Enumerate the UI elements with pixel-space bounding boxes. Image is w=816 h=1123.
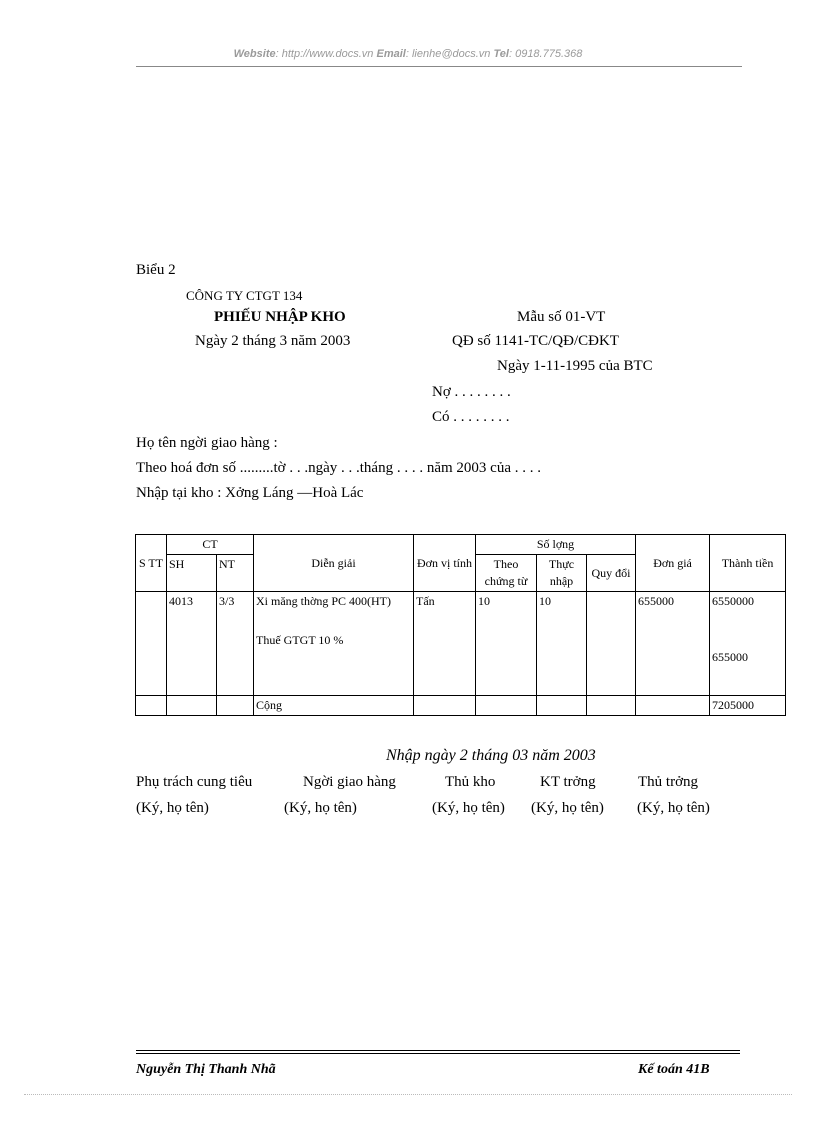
debit-line: Nợ . . . . . . . . bbox=[432, 384, 511, 400]
decision-number: QĐ số 1141-TC/QĐ/CĐKT bbox=[452, 333, 619, 349]
role-storekeeper: Thủ kho bbox=[445, 774, 496, 790]
cell-converted bbox=[587, 592, 636, 696]
cell-unit: Tấn bbox=[414, 592, 476, 696]
header-sh: SH bbox=[167, 555, 217, 592]
header-unit: Đơn vị tính bbox=[414, 535, 476, 592]
header-price: Đơn giá bbox=[636, 535, 710, 592]
cell-nt: 3/3 bbox=[217, 592, 254, 696]
sign-note-4: (Ký, họ tên) bbox=[531, 800, 604, 816]
email-label: Email bbox=[376, 48, 406, 60]
total-label: Cộng bbox=[254, 696, 414, 716]
header-stt: S TT bbox=[136, 535, 167, 592]
author-name: Nguyễn Thị Thanh Nhã bbox=[136, 1062, 276, 1077]
form-label: Biểu 2 bbox=[136, 262, 176, 278]
header-divider bbox=[136, 66, 742, 67]
header-converted: Quy đổi bbox=[587, 555, 636, 592]
item-amount: 6550000 bbox=[712, 594, 755, 608]
header-description: Diễn giải bbox=[254, 535, 414, 592]
header-nt: NT bbox=[217, 555, 254, 592]
cell-price: 655000 bbox=[636, 592, 710, 696]
email-value: : lienhe@docs.vn bbox=[405, 48, 491, 60]
cell-description bbox=[254, 592, 414, 696]
sign-note-2: (Ký, họ tên) bbox=[284, 800, 357, 816]
website-label: Website bbox=[233, 48, 276, 60]
receipt-date: Nhập ngày 2 tháng 03 năm 2003 bbox=[386, 747, 596, 764]
table-total-row bbox=[136, 696, 786, 716]
item-description: Xi măng thờng PC 400(HT) bbox=[256, 594, 392, 608]
tel-label: Tel bbox=[493, 48, 509, 60]
credit-line: Có . . . . . . . . bbox=[432, 409, 510, 425]
tax-amount: 655000 bbox=[712, 650, 749, 664]
author-class: Kế toán 41B bbox=[638, 1062, 710, 1077]
sign-note-1: (Ký, họ tên) bbox=[136, 800, 209, 816]
role-deliverer: Ngời giao hàng bbox=[303, 774, 396, 790]
invoice-line: Theo hoá đơn số .........tờ . . .ngày . . .tháng . . . . năm 2003 của . . . . bbox=[136, 460, 541, 476]
warehouse-line: Nhập tại kho : Xởng Láng —Hoà Lác bbox=[136, 485, 364, 501]
cell-amount bbox=[710, 592, 786, 696]
cell-sh: 4013 bbox=[167, 592, 217, 696]
cell-actual: 10 bbox=[537, 592, 587, 696]
header-by-document: Theo chứng từ bbox=[476, 555, 537, 592]
document-date: Ngày 2 tháng 3 năm 2003 bbox=[195, 333, 351, 349]
deliverer-line: Họ tên ngời giao hàng : bbox=[136, 435, 278, 451]
header-ct: CT bbox=[167, 535, 254, 555]
role-supply: Phụ trách cung tiêu bbox=[136, 774, 253, 790]
tel-value: : 0918.775.368 bbox=[508, 48, 583, 60]
cell-stt bbox=[136, 592, 167, 696]
footer-divider-inner bbox=[136, 1053, 740, 1054]
sign-note-3: (Ký, họ tên) bbox=[432, 800, 505, 816]
role-director: Thủ trởng bbox=[638, 774, 699, 790]
role-chief-accountant: KT trởng bbox=[540, 774, 596, 790]
header-actual: Thực nhập bbox=[537, 555, 587, 592]
tax-description: Thuế GTGT 10 % bbox=[256, 633, 344, 647]
sign-note-5: (Ký, họ tên) bbox=[637, 800, 710, 816]
footer-divider bbox=[136, 1050, 740, 1051]
page-bottom-border bbox=[24, 1094, 792, 1095]
page-header bbox=[0, 48, 816, 60]
decision-date: Ngày 1-11-1995 của BTC bbox=[497, 358, 653, 374]
website-value: : http://www.docs.vn bbox=[275, 48, 374, 60]
cell-by-document: 10 bbox=[476, 592, 537, 696]
total-amount: 7205000 bbox=[710, 696, 786, 716]
document-title: PHIẾU NHẬP KHO bbox=[214, 309, 346, 325]
receipt-table bbox=[135, 534, 786, 716]
company-name: CÔNG TY CTGT 134 bbox=[186, 288, 303, 303]
header-quantity: Số lợng bbox=[476, 535, 636, 555]
form-number: Mẫu số 01-VT bbox=[517, 309, 606, 325]
table-row bbox=[136, 592, 786, 696]
header-amount: Thành tiền bbox=[710, 535, 786, 592]
